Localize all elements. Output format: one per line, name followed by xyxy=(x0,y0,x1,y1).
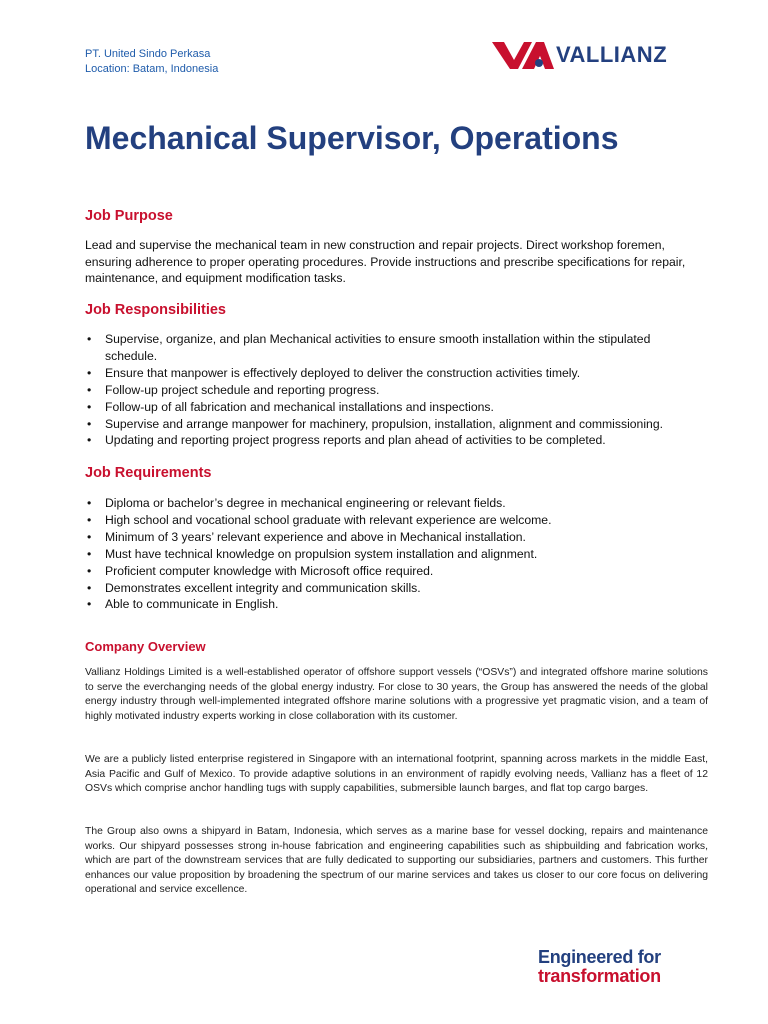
job-responsibilities-heading: Job Responsibilities xyxy=(85,302,226,318)
bullet-icon: • xyxy=(87,365,92,380)
job-requirements-heading: Job Requirements xyxy=(85,465,212,481)
bullet-icon: • xyxy=(87,496,92,510)
bullet-icon: • xyxy=(87,597,92,612)
overview-paragraph: The Group also owns a shipyard in Batam, Indonesia, which serves as a marine base for vessel docking, repairs and maintenance works. Our shipyard possesses strong in-house fabrication and engineering capabilities such as shipbuilding and fabrication works, which are part of the downstream services that are fully dedicated to supporting our subsidiaries, partners and customers. This further enhances our value proposition by broadening the spectrum of our marine services and takes us closer to our core focus on delivering operational and service excellence. xyxy=(85,826,708,896)
logo-wordmark: VALLIANZ xyxy=(556,42,668,67)
overview-paragraph: Vallianz Holdings Limited is a well-established operator of offshore support vessels (“OSVs”) and integrated offshore marine solutions to serve the everchanging needs of the global energy industry. For close to 30 years, the Group has answered the needs of the global energy industry through well-implemented integrated offshore marine solutions with a progressive yet pragmatic vision, and a team of highly motivated industry experts working in close collaboration with its customer. xyxy=(85,667,708,722)
company-location: Location: Batam, Indonesia xyxy=(85,63,219,75)
bullet-icon: • xyxy=(87,382,92,397)
bullet-icon: • xyxy=(87,529,92,544)
list-item: • Supervise, organize, and plan Mechanical activities to ensure smooth installation within the stipulated schedule. xyxy=(87,332,651,363)
list-item: • Must have technical knowledge on propulsion system installation and alignment. xyxy=(87,546,538,561)
job-purpose-heading: Job Purpose xyxy=(85,208,173,224)
list-item: • Supervise and arrange manpower for machinery, propulsion, installation, alignment and commissioning. xyxy=(87,416,663,431)
list-item: • Updating and reporting project progress reports and plan ahead of activities to be completed. xyxy=(87,433,606,448)
list-item: • Minimum of 3 years’ relevant experience and above in Mechanical installation. xyxy=(87,529,526,544)
list-item: • Follow-up of all fabrication and mechanical installations and inspections. xyxy=(87,399,494,414)
page-title: Mechanical Supervisor, Operations xyxy=(85,120,619,156)
overview-paragraph: We are a publicly listed enterprise registered in Singapore with an international footprint, spanning across markets in the middle East, Asia Pacific and Gulf of Mexico. To provide adaptive solutions in an environment of rapidly evolving needs, Vallianz has a fleet of 12 OSVs which comprise anchor handling tugs with supply capabilities, submersible launch barges, and flat top cargo barges. xyxy=(85,754,708,795)
list-item: • Ensure that manpower is effectively deployed to deliver the construction activities timely. xyxy=(87,365,581,380)
list-item: • Diploma or bachelor’s degree in mechanical engineering or relevant fields. xyxy=(87,496,506,510)
job-purpose-text: Lead and supervise the mechanical team in new construction and repair projects. Direct workshop foremen, ensuring adherence to proper operating procedures. Provide instructions and prescribe specifications for repair, maintenance, and equipment modification tasks. xyxy=(85,238,686,286)
list-item: • Follow-up project schedule and reporting progress. xyxy=(87,382,380,397)
bullet-icon: • xyxy=(87,433,92,448)
company-info xyxy=(85,47,218,77)
bullet-icon: • xyxy=(87,416,92,431)
bullet-icon: • xyxy=(87,563,92,578)
list-item: • Able to communicate in English. xyxy=(87,597,279,612)
bullet-icon: • xyxy=(87,546,92,561)
list-item: • Demonstrates excellent integrity and communication skills. xyxy=(87,580,421,595)
tagline-line-1: Engineered for xyxy=(538,947,661,967)
bullet-icon: • xyxy=(87,512,92,527)
responsibilities-list xyxy=(85,331,700,449)
requirements-list xyxy=(85,495,700,613)
company-overview-heading: Company Overview xyxy=(85,639,206,654)
list-item: • High school and vocational school graduate with relevant experience are welcome. xyxy=(87,512,552,527)
list-item: • Proficient computer knowledge with Microsoft office required. xyxy=(87,563,434,578)
vallianz-logo xyxy=(492,40,714,72)
bullet-icon: • xyxy=(87,332,92,346)
tagline xyxy=(538,948,661,986)
bullet-icon: • xyxy=(87,399,92,414)
tagline-line-2: transformation xyxy=(538,966,661,986)
vallianz-logo-icon xyxy=(492,40,554,70)
bullet-icon: • xyxy=(87,580,92,595)
company-name: PT. United Sindo Perkasa xyxy=(85,48,211,60)
